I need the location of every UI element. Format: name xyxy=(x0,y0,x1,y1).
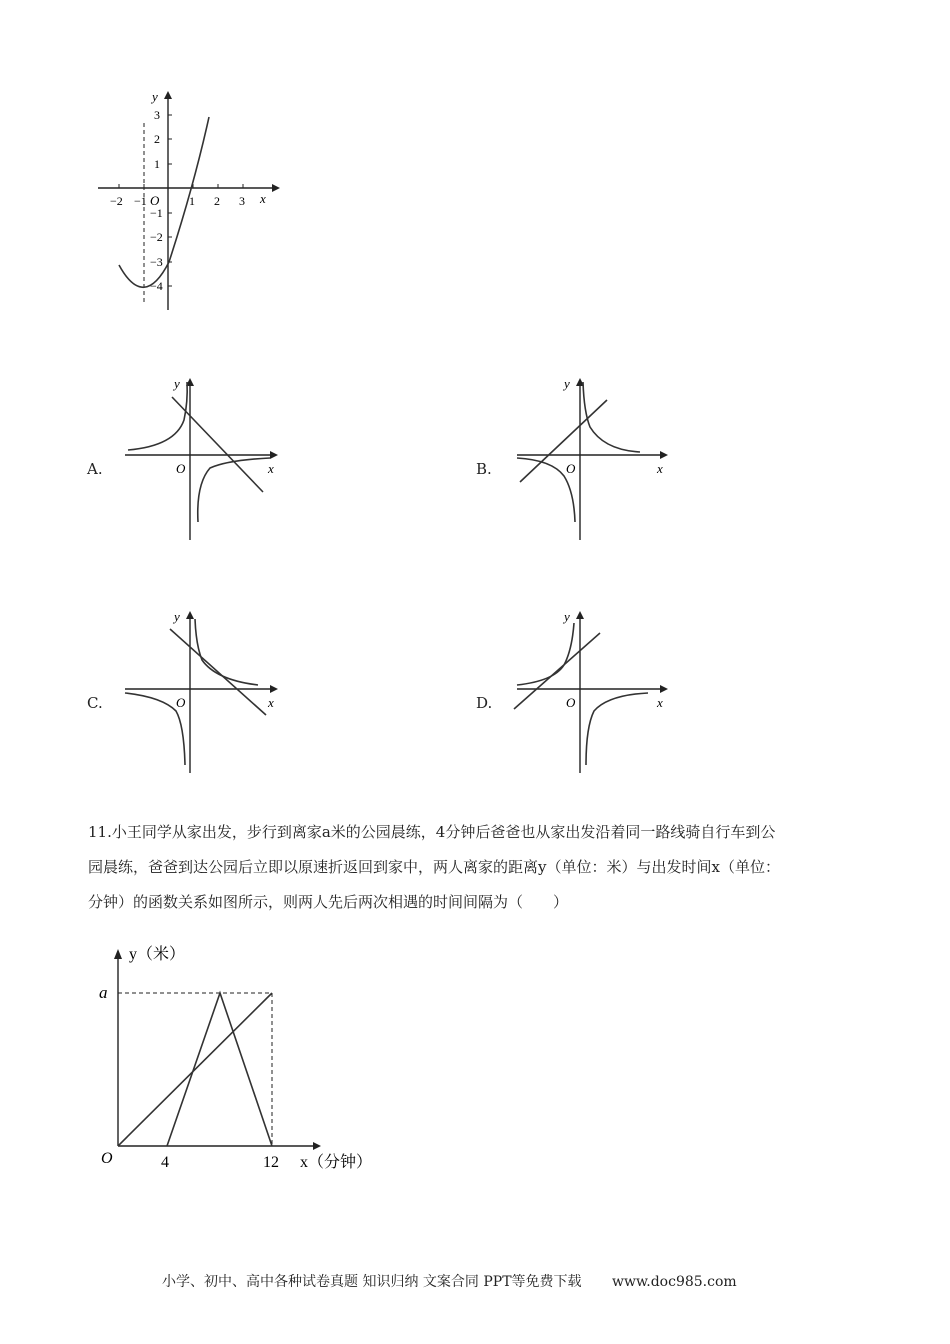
father-path xyxy=(167,993,272,1146)
footer-text: 小学、初中、高中各种试卷真题 知识归纳 文案合同 PPT等免费下载 xyxy=(162,1274,582,1290)
x-tick-3: 3 xyxy=(239,194,245,208)
question-11-text xyxy=(88,815,878,920)
svg-text:x: x xyxy=(268,695,274,710)
svg-text:O: O xyxy=(176,461,186,476)
x-axis-label: x（分钟） xyxy=(300,1154,373,1171)
parabola-curve xyxy=(119,117,209,287)
x-tick-1: 1 xyxy=(189,194,195,208)
option-b-label: B. xyxy=(476,460,492,478)
a-label: a xyxy=(99,983,108,1002)
origin-label: O xyxy=(101,1150,113,1167)
option-c-label: C. xyxy=(87,694,103,712)
svg-text:O: O xyxy=(566,461,576,476)
question-line-2: 园晨练，爸爸到达公园后立即以原速折返回到家中，两人离家的距离y（单位：米）与出发时间x（单位： xyxy=(88,858,780,876)
increasing-line xyxy=(520,400,607,482)
y-tick-1: 1 xyxy=(154,157,160,171)
x-tick-neg2: −2 xyxy=(110,194,123,208)
svg-text:x: x xyxy=(657,695,663,710)
y-tick-neg1: −1 xyxy=(150,206,163,220)
x-tick-neg1: −1 xyxy=(134,194,147,208)
hyperbola-branch-q1 xyxy=(583,382,640,452)
increasing-line xyxy=(514,633,600,709)
footer-link[interactable]: www.doc985.com xyxy=(611,1274,737,1290)
x-tick-2: 2 xyxy=(214,194,220,208)
svg-text:O: O xyxy=(566,695,576,710)
hyperbola-branch-q4 xyxy=(198,458,270,522)
question-line-1: 11.小王同学从家出发，步行到离家a米的公园晨练，4分钟后爸爸也从家出发沿着同一路线骑自行车到公 xyxy=(88,823,776,841)
svg-text:x: x xyxy=(268,461,274,476)
x-axis-arrow xyxy=(272,184,280,192)
svg-text:y: y xyxy=(174,376,180,391)
question-number: 11. xyxy=(88,823,112,841)
svg-text:y: y xyxy=(564,609,570,624)
footer xyxy=(162,1271,737,1291)
option-b-graph xyxy=(512,372,677,542)
option-c-graph xyxy=(120,605,285,775)
hyperbola-branch-q4 xyxy=(586,693,648,765)
hyperbola-branch-q2 xyxy=(517,623,574,685)
svg-text:x: x xyxy=(657,461,663,476)
y-axis-label: y xyxy=(152,89,158,104)
y-tick-3: 3 xyxy=(154,108,160,122)
question-line-3: 分钟）的函数关系如图所示，则两人先后两次相遇的时间间隔为（ ） xyxy=(88,893,569,911)
origin-label: O xyxy=(150,193,160,208)
y-tick-2: 2 xyxy=(154,132,160,146)
x-axis-arrow xyxy=(313,1142,321,1150)
option-a-label: A. xyxy=(87,460,103,478)
hyperbola-branch-q2 xyxy=(128,382,187,450)
option-d-label: D. xyxy=(476,694,493,712)
y-tick-neg2: −2 xyxy=(150,230,163,244)
svg-text:O: O xyxy=(176,695,186,710)
y-tick-neg4: −4 xyxy=(150,279,163,293)
xiaowang-line xyxy=(118,993,272,1146)
option-a-graph xyxy=(120,372,285,542)
y-axis-arrow xyxy=(164,91,172,99)
option-d-graph xyxy=(512,605,677,775)
svg-text:y: y xyxy=(564,376,570,391)
svg-text:y: y xyxy=(174,609,180,624)
decreasing-line xyxy=(172,397,263,492)
y-tick-neg3: −3 xyxy=(150,255,163,269)
distance-time-graph xyxy=(85,935,405,1180)
y-axis-arrow xyxy=(114,949,122,959)
quadratic-graph xyxy=(90,85,290,320)
x-tick-4: 4 xyxy=(161,1154,169,1171)
y-axis-label: y（米） xyxy=(129,946,186,963)
x-axis-label: x xyxy=(260,191,266,206)
hyperbola-branch-q1 xyxy=(195,619,258,685)
x-tick-12: 12 xyxy=(263,1154,279,1171)
